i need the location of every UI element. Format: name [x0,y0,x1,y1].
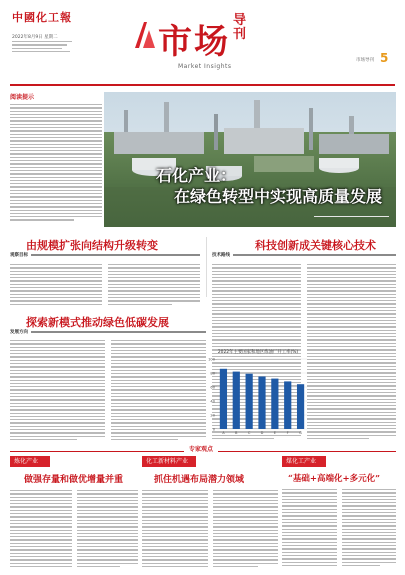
article-tech-lead [212,252,396,258]
article-tech-title: 科技创新成关键核心技术 [255,239,376,252]
chart-bar [271,379,278,429]
article-middle-body [206,237,207,297]
col1-tag: 炼化产业 [10,456,50,467]
chart-x-tick-label: G [299,431,302,435]
bottom-col-3 [282,456,396,571]
col2-title: 抓住机遇布局潜力领域 [154,475,245,485]
bottom-col-2 [142,456,278,571]
masthead [0,0,405,92]
chart-x-tick-label: D [260,431,264,435]
photo-credit [314,216,389,217]
page-label: 市场导刊 [356,58,374,63]
chart-title: 2022年主要国家和地区炼油厂开工率(%) [217,350,299,355]
paper-name: 中國化工報 [12,11,72,24]
chart-bar [220,369,227,429]
bottom-col-1 [10,456,138,571]
photo-caption-2: 在绿色转型中实现高质量发展 [174,187,383,206]
chart-bar [284,381,291,429]
col3-title: “基础+高端化+多元化” [288,474,381,484]
masthead-divider [10,84,395,86]
col1-title: 做强存量和做优增量并重 [24,475,124,485]
page-number: 5 [380,51,389,65]
chart-y-tick-label: 80 [210,371,215,376]
masthead-info [12,41,92,52]
chart-bar [233,372,240,429]
reading-tips-text [10,104,102,221]
section-title: 市场 [158,22,230,62]
chart-x-tick-label: F [286,431,289,435]
col3-tag: 煤化工产业 [282,456,326,467]
chart-x-tick-label: B [235,431,238,435]
chart-y-tick-label: 20 [210,413,215,418]
section-badge: 导刊 [233,13,247,42]
photo-caption-1: 石化产业： [156,166,237,185]
chart-x-tick-label: A [222,431,225,435]
col2-tag: 化工新材料产业 [142,456,196,467]
article-green-lead [10,329,206,335]
date-line: 2022年8月9日 星期二 [12,35,58,40]
hero-photo [104,92,396,227]
chart-y-tick-label: 0 [212,427,215,432]
chart-y-tick-label: 60 [210,385,215,390]
chart-y-tick-label: 100 [208,357,215,362]
chart-bar [297,384,304,429]
article-green-body [10,340,206,442]
reading-tips-column [10,92,102,220]
chart-bar [258,377,265,430]
article-green-lead-label: 发展方向 [10,330,28,335]
article-green-title: 探索新模式推动绿色低碳发展 [26,316,169,329]
section-logo-icon [133,20,157,48]
chart-x-tick-label: E [273,431,276,435]
reading-tips-label: 阅读提示 [10,94,35,101]
section-en: Market Insights [178,63,232,70]
chart-x-tick-label: C [247,431,251,435]
chart-bar [246,374,253,429]
chart-panel [205,345,311,442]
article-expand-lead-label: 观察目标 [10,253,28,258]
article-expand-title: 由规模扩张向结构升级转变 [26,239,158,252]
expert-banner: 专家观点 [184,444,218,453]
bar-chart [205,345,311,442]
article-expand-body [10,264,200,308]
chart-bars [220,369,304,429]
chart-y-tick-label: 40 [210,399,215,404]
article-expand-lead [10,252,200,258]
article-tech-lead-label: 技术路线 [212,253,230,258]
